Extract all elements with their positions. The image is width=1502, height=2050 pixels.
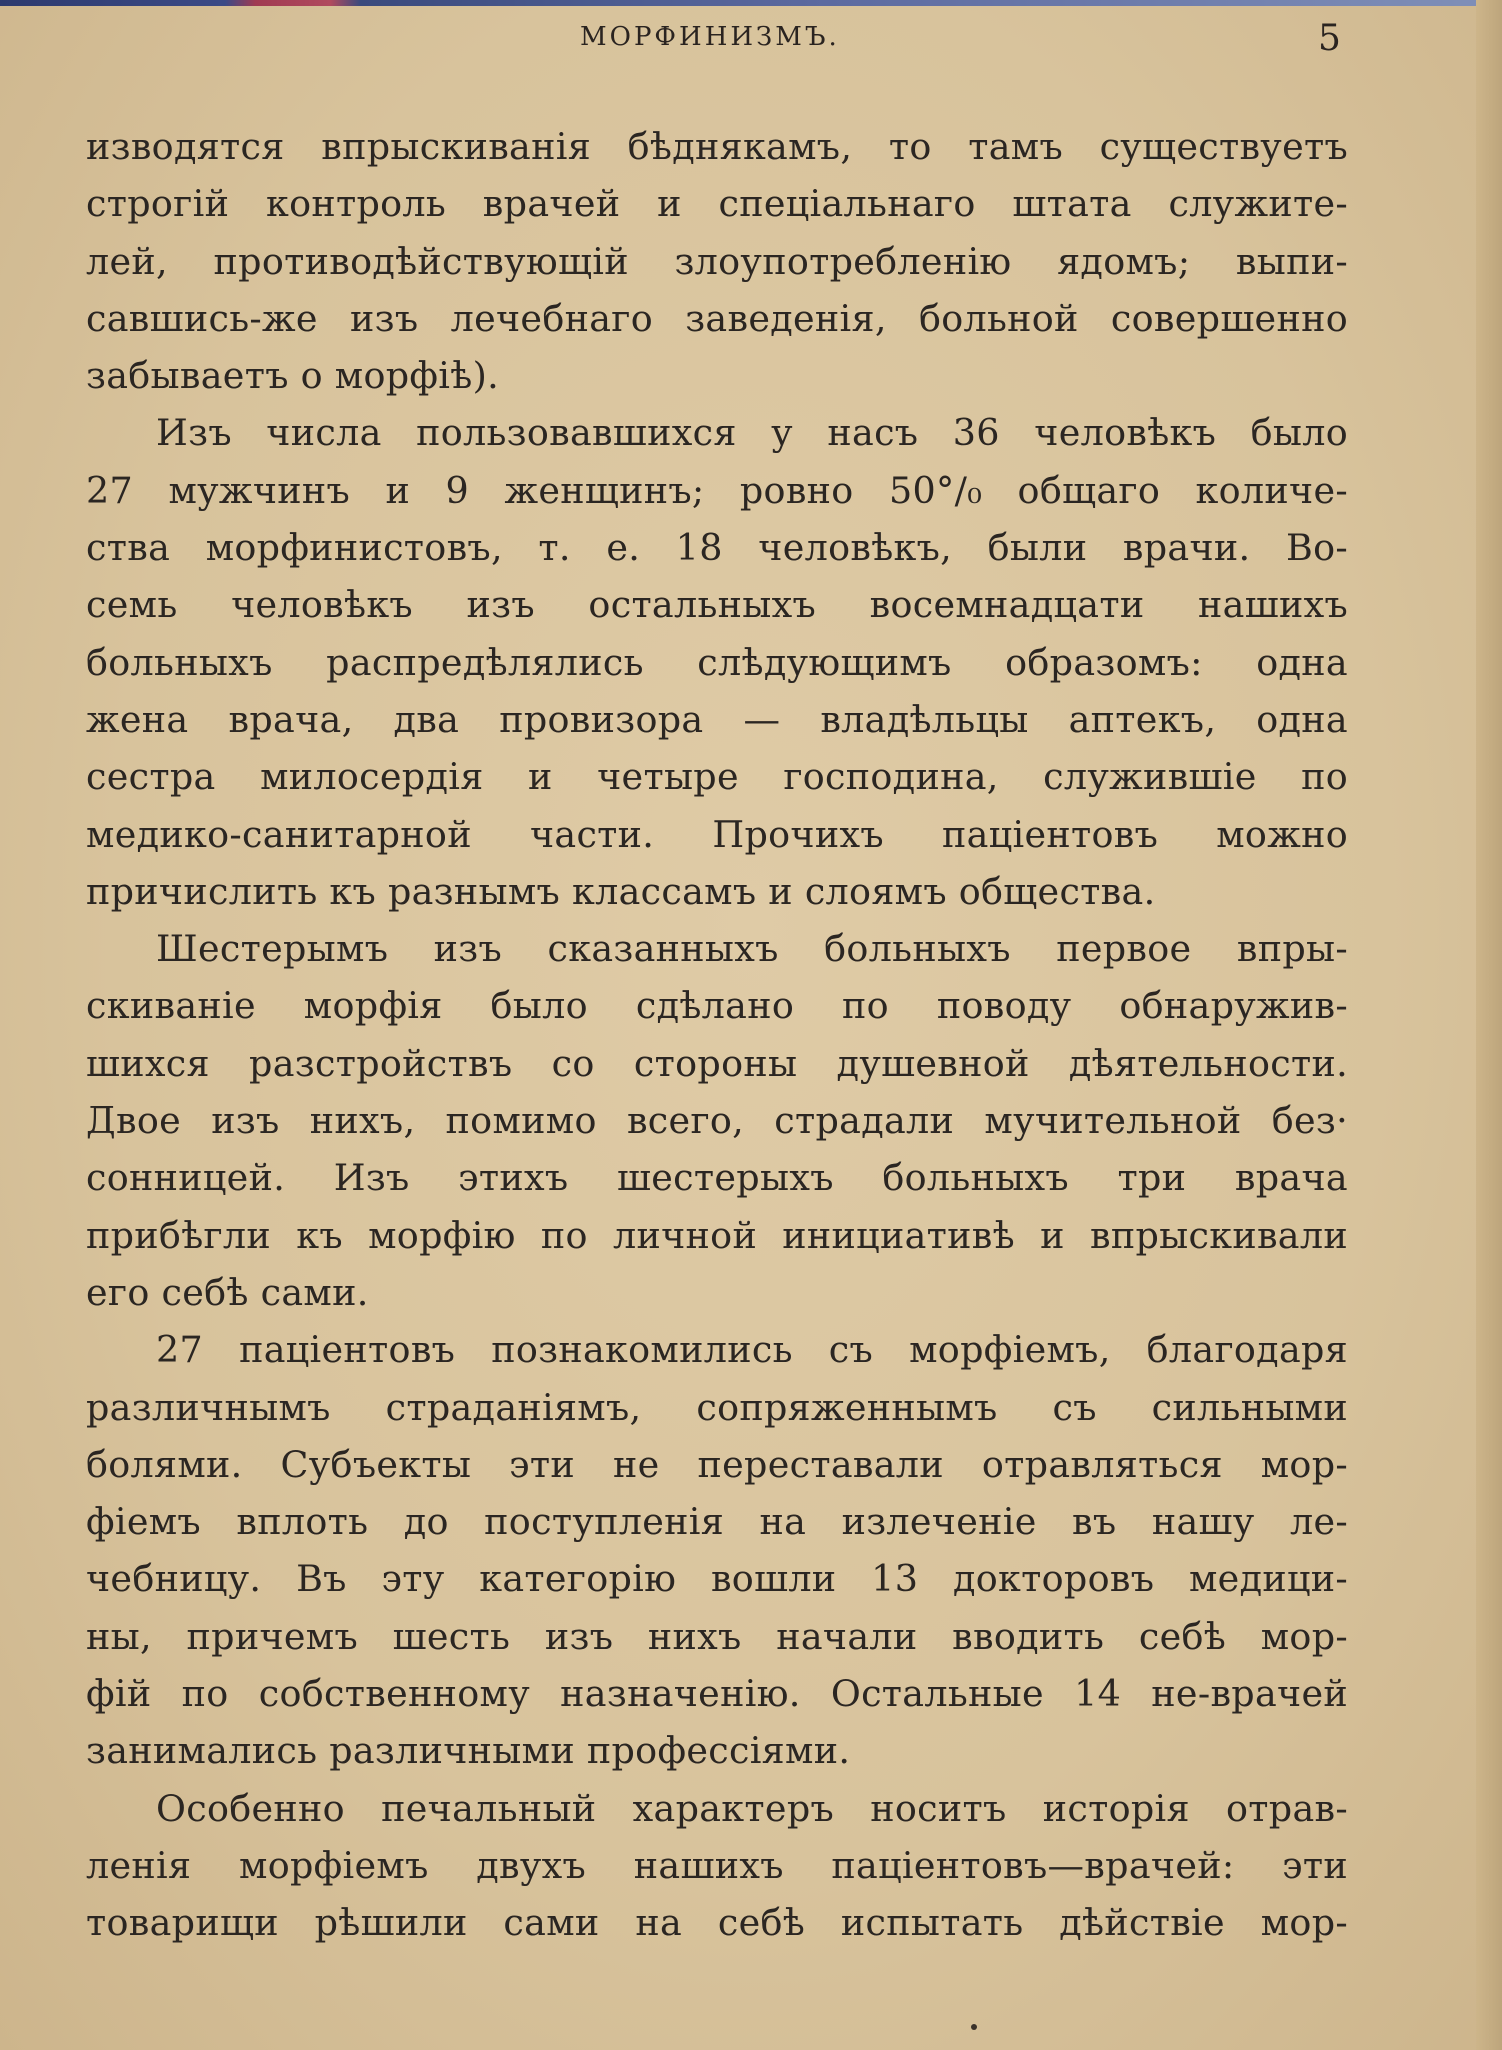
- text-line: Шестерымъ изъ сказанныхъ больныхъ первое впры-: [156, 927, 1348, 971]
- text-line: сонницей. Изъ этихъ шестерыхъ больныхъ три врача: [86, 1156, 1348, 1200]
- text-line: Двое изъ нихъ, помимо всего, страдали мучительной без·: [86, 1099, 1348, 1143]
- running-head: [0, 18, 1502, 62]
- text-line: лей, противодѣйствующій злоупотребленію ядомъ; выпи-: [86, 239, 1348, 283]
- text-line: фій по собственному назначенію. Остальные 14 не-врачей: [86, 1672, 1348, 1716]
- text-line: ны, причемъ шесть изъ нихъ начали вводить себѣ мор-: [86, 1614, 1348, 1658]
- running-title: МОРФИНИЗМЪ.: [580, 22, 840, 52]
- text-line: медико-санитарной части. Прочихъ паціентовъ можно: [86, 812, 1348, 856]
- page-top-edge: [0, 0, 1502, 6]
- paragraph: [86, 1321, 1348, 1779]
- text-line: строгій контроль врачей и спеціальнаго штата служите-: [86, 182, 1348, 226]
- page-right-edge: [1476, 0, 1502, 2050]
- text-line: его себѣ сами.: [86, 1270, 369, 1314]
- text-line: семь человѣкъ изъ остальныхъ восемнадцати нашихъ: [86, 583, 1348, 627]
- text-line: занимались различными профессіями.: [86, 1729, 851, 1773]
- text-line: прибѣгли къ морфію по личной инициативѣ и впрыскивали: [86, 1213, 1348, 1257]
- text-line: болями. Субъекты эти не переставали отравляться мор-: [86, 1442, 1348, 1486]
- text-line: различнымъ страданіямъ, сопряженнымъ съ сильными: [86, 1385, 1348, 1429]
- paragraph: [86, 118, 1348, 404]
- text-line: 27 мужчинъ и 9 женщинъ; ровно 50°/₀ общаго количе-: [86, 468, 1348, 512]
- paragraph: [86, 1780, 1348, 1952]
- text-line: ленія морфіемъ двухъ нашихъ паціентовъ—врачей: эти: [86, 1843, 1348, 1887]
- page-number: 5: [1318, 18, 1341, 59]
- text-line: жена врача, два провизора — владѣльцы аптекъ, одна: [86, 697, 1348, 741]
- printer-mark: [971, 2024, 977, 2030]
- text-line: причислить къ разнымъ классамъ и слоямъ общества.: [86, 869, 1156, 913]
- body-text: [86, 118, 1348, 1952]
- text-line: больныхъ распредѣлялись слѣдующимъ образомъ: одна: [86, 640, 1348, 684]
- paragraph: [86, 920, 1348, 1321]
- text-line: Изъ числа пользовавшихся у насъ 36 человѣкъ было: [156, 411, 1348, 455]
- text-line: сестра милосердія и четыре господина, служившіе по: [86, 755, 1348, 799]
- text-line: забываетъ о морфіѣ).: [86, 354, 500, 398]
- paragraph: [86, 404, 1348, 920]
- text-line: чебницу. Въ эту категорію вошли 13 докторовъ медици-: [86, 1557, 1348, 1601]
- text-line: товарищи рѣшили сами на себѣ испытать дѣйствіе мор-: [86, 1901, 1348, 1945]
- text-line: изводятся впрыскиванія бѣднякамъ, то тамъ существуетъ: [86, 125, 1348, 168]
- text-line: савшись-же изъ лечебнаго заведенія, больной совершенно: [86, 296, 1348, 340]
- text-line: 27 паціентовъ познакомились съ морфіемъ, благодаря: [156, 1328, 1348, 1372]
- text-line: фіемъ вплоть до поступленія на излеченіе въ нашу ле-: [86, 1500, 1348, 1544]
- text-line: Особенно печальный характеръ носитъ исторія отрав-: [156, 1786, 1348, 1830]
- text-line: шихся разстройствъ со стороны душевной дѣятельности.: [86, 1041, 1348, 1085]
- text-line: скиваніе морфія было сдѣлано по поводу обнаружив-: [86, 984, 1348, 1028]
- text-line: ства морфинистовъ, т. е. 18 человѣкъ, были врачи. Во-: [86, 526, 1348, 570]
